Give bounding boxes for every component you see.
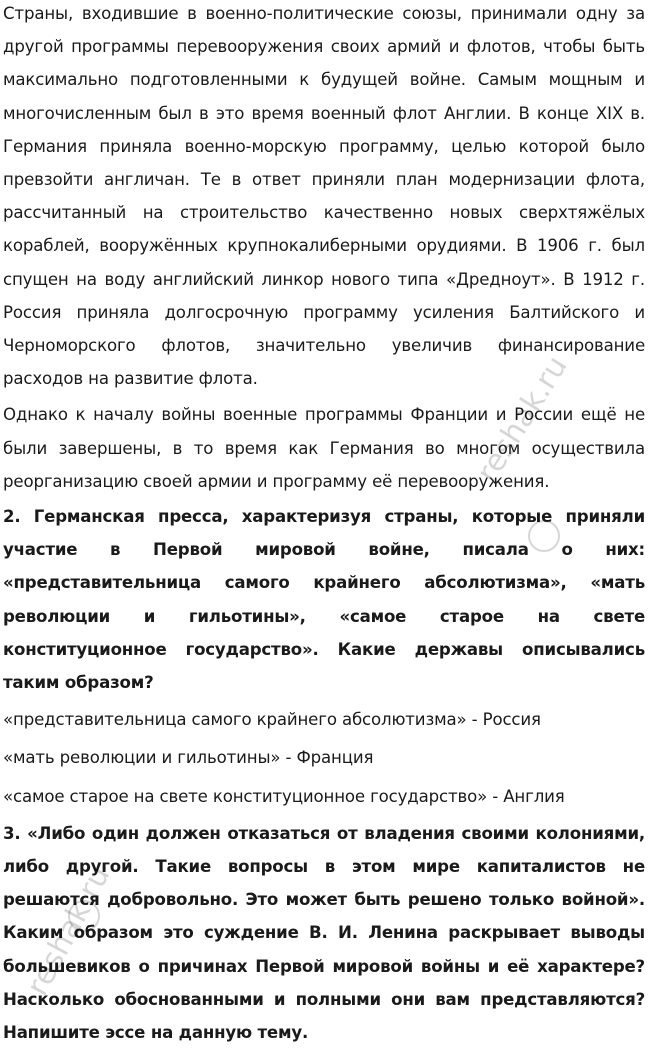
watermark-logo: reshak.ru (470, 350, 575, 489)
answer-line-2: «мать революции и гильотины» - Франция (3, 748, 374, 768)
answer-line-3: «самое старое на свете конституционное государство» - Англия (3, 786, 565, 806)
watermark-logo-2: reshak.ru (20, 860, 118, 1002)
intro-paragraph-2: Однако к началу войны военные программы Франции и России ещё не были завершены, в то время как Германия во многом осуществила реорганизацию своей армии и программу её перевооружения. (3, 405, 645, 491)
intro-paragraph-1: Страны, входившие в военно-политические союзы, принимали одну за другой программы перевооружения своих армий и флотов, чтобы быть максимально подготовленными к будущей войне. Самым мощным и многочисленным был в это время военный флот Англии. В конце XIX в. Германия приняла военно-морскую программу, целью которой было превзойти англичан. Те в ответ приняли план модернизации флота, рассчитанный на строительство качественно новых сверхтяжёлых кораблей, вооружённых крупнокалиберными орудиями. В 1906 г. был спущен на воду английский линкор нового типа «Дредноут». В 1912 г. Россия приняла долгосрочную программу усиления Балтийского и Черноморского флотов, значительно увеличив финансирование расходов на развитие флота. (3, 4, 645, 389)
question-3-text: 3. «Либо один должен отказаться от владения своими колониями, либо другой. Такие вопросы в этом мире капиталистов не решаются добровольно. Это может быть решено только войной». Каким образом это суждение В. И. Ленина раскрывает выводы большевиков о причинах Первой мировой войны и её характере? Насколько обоснованными и полными они вам представляются? Напишите эссе на данную тему. (3, 823, 645, 1043)
question-2-text: 2. Германская пресса, характеризуя страны, которые приняли участие в Первой мировой войне, писала о них: «представительница самого крайнего абсолютизма», «мать революции и гильотины», «самое старое на свете конституционное государство». Какие державы описывались таким образом? (3, 507, 645, 693)
answer-line-1: «представительница самого крайнего абсолютизма» - Россия (3, 710, 541, 730)
